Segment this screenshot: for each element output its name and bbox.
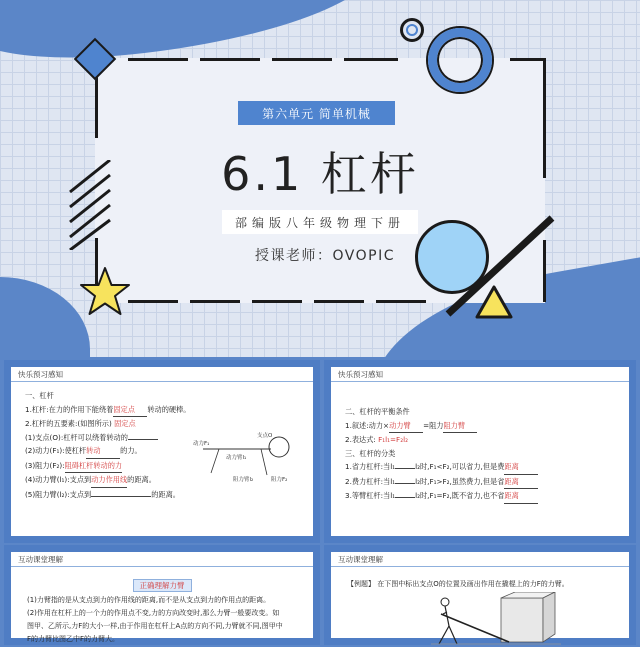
diagonal-stripes-decoration — [66, 160, 114, 250]
lesson-slide-3[interactable] — [4, 545, 320, 645]
slide-body — [27, 594, 303, 646]
example-label: 【例题】 — [347, 580, 375, 588]
slide-header: 互动课堂理解 — [331, 552, 629, 567]
big-ring-shape — [428, 28, 492, 92]
section-heading: 三、杠杆的分类 — [345, 448, 396, 458]
frame-dash — [128, 58, 398, 61]
list-item: 1.杠杆:在力的作用下能绕着固定点 转动的硬棒。 — [25, 403, 303, 418]
frame-dash — [543, 58, 546, 178]
slide-header: 互动课堂理解 — [11, 552, 313, 567]
list-item: (3)阻力(F₂):阻碍杠杆转动的力 — [25, 459, 303, 474]
slide-header: 快乐预习感知 — [11, 367, 313, 382]
list-item: 2.表达式: F₁l₁=F₂l₂ — [345, 435, 408, 444]
list-item: (4)动力臂(l₁):支点到动力作用线的距离。 — [25, 473, 303, 488]
unit-label: 第六单元 简单机械 — [238, 101, 395, 125]
section-heading: 二、杠杆的平衡条件 — [345, 407, 410, 416]
frame-dash — [510, 58, 546, 61]
list-item: (1)力臂指的是从支点到力的作用线的距离,而不是从支点到力的作用点的距离。 — [27, 596, 271, 604]
section-heading: 一、杠杆 — [25, 391, 54, 400]
list-item: (1)支点(O):杠杆可以绕着转动的 — [25, 431, 303, 445]
topic-tag: 正确理解力臂 — [133, 579, 192, 592]
example-text: 在下图中标出支点O的位置及画出作用在撬棍上的力F的力臂。 — [377, 580, 569, 588]
preview-slide-2[interactable] — [324, 360, 636, 543]
diagram-label: 阻力F₂ — [271, 477, 288, 482]
triangle-shape — [474, 284, 514, 320]
star-icon — [78, 266, 132, 318]
list-item: F的力臂比图乙中F的力臂大。 — [27, 635, 120, 643]
list-item: 2.费力杠杆:当l₁ l₂时,F₁>F₂,虽然费力,但是省距离 — [345, 475, 619, 490]
small-ring-inner — [406, 24, 418, 36]
frame-dash — [128, 300, 428, 303]
crowbar-illustration — [431, 592, 561, 647]
lesson-slide-4[interactable] — [324, 545, 636, 645]
slide-body — [345, 405, 619, 504]
list-item: (5)阻力臂(l₂):支点到 的距离。 — [25, 489, 180, 499]
slide-body — [347, 578, 619, 592]
list-item: 2.杠杆的五要素:(如图所示) 固定点 — [25, 419, 136, 428]
list-item: 3.等臂杠杆:当l₁ l₂时,F₁=F₂,既不省力,也不省距离 — [345, 489, 619, 504]
list-item: 1.叙述:动力×动力臂 =阻力阻力臂 — [345, 419, 619, 434]
teacher-label: 授课老师：OVOPIC — [255, 248, 395, 264]
blue-wave-decoration — [0, 277, 90, 357]
list-item: 1.省力杠杆:当l₁ l₂时,F₁<F₂,可以省力,但是费距离 — [345, 460, 619, 475]
book-label: 部编版八年级物理下册 — [222, 210, 418, 234]
list-item: 图甲、乙所示,力F的大小一样,由于作用在杠杆上A点的方向不同,力臂就不同,图甲中 — [27, 622, 283, 630]
diagram-label: 支点O — [257, 433, 273, 439]
slide-header: 快乐预习感知 — [331, 367, 629, 382]
diagram-label: 阻力臂l₂ — [233, 477, 254, 482]
preview-slide-1[interactable] — [4, 360, 320, 543]
lever-diagram — [191, 427, 301, 482]
diagram-label: 动力臂l₁ — [226, 455, 247, 461]
list-item: (2)动力(F₁):使杠杆转动 的力。 — [25, 444, 303, 459]
page-title: 6.1 杠杆 — [221, 147, 419, 201]
diagram-label: 动力F₁ — [193, 441, 210, 447]
list-item: (2)作用在杠杆上的一个力的作用点不变,力的方向改变时,那么力臂一般要改变。如 — [27, 609, 280, 617]
